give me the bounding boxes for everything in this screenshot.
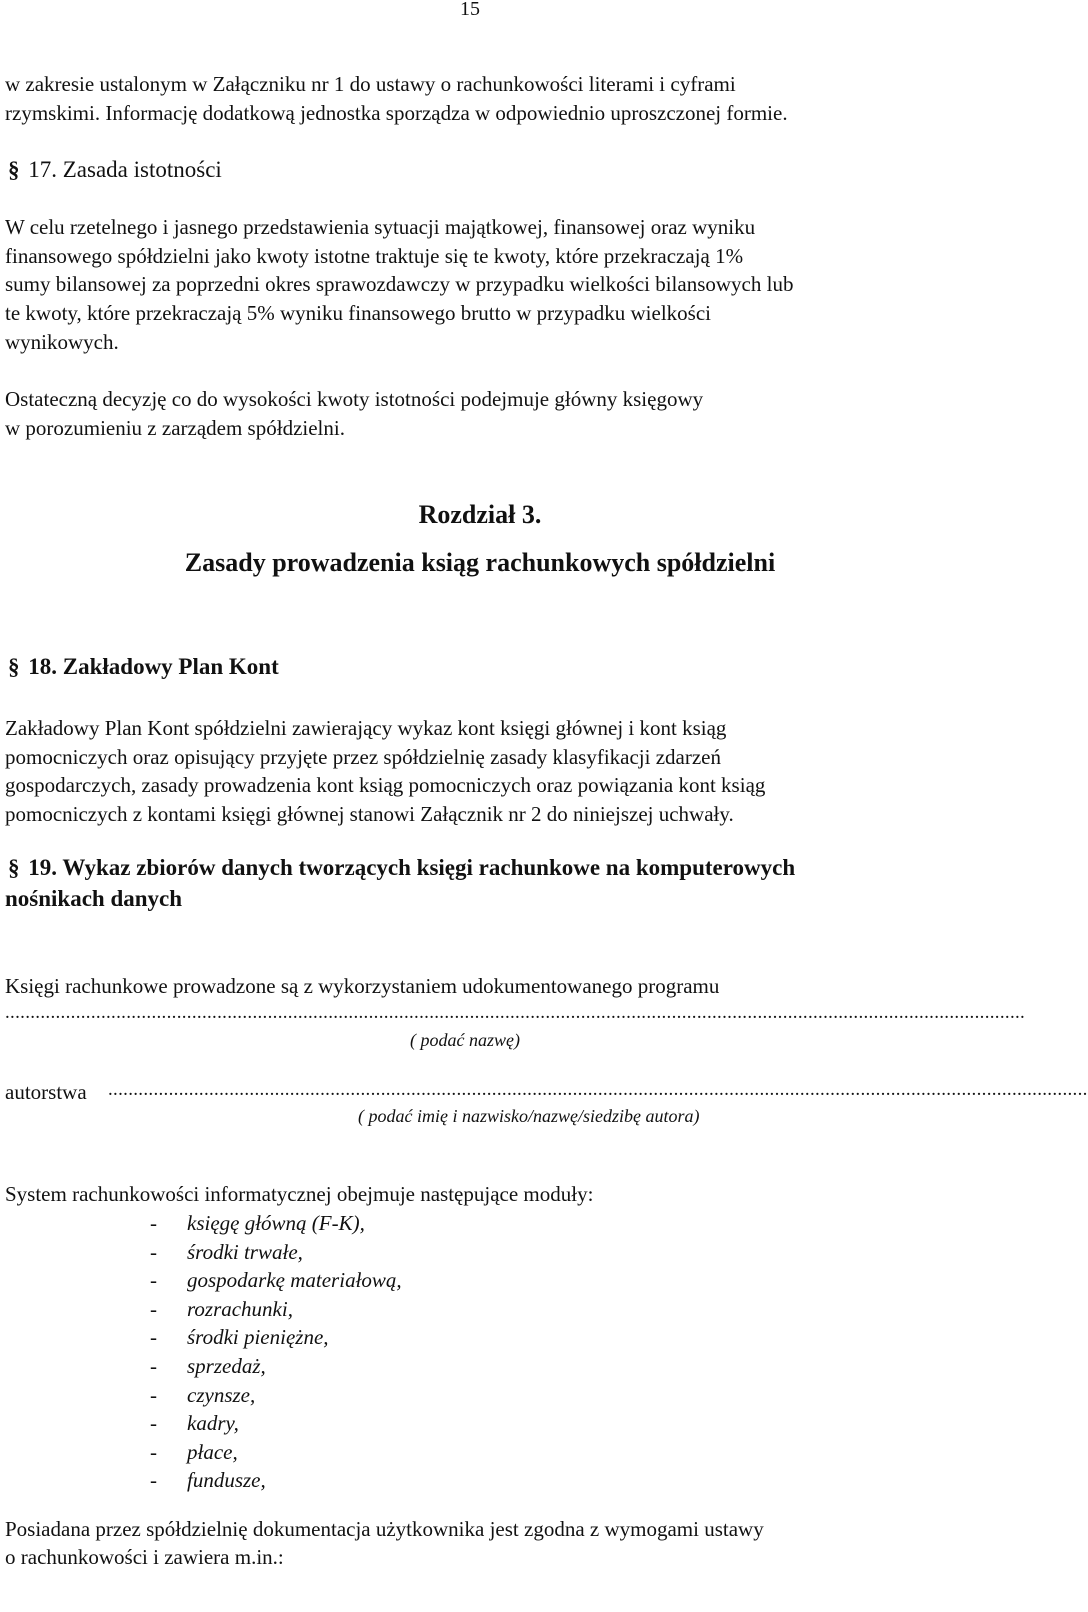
module-name: rozrachunki, <box>187 1296 293 1321</box>
document-page: 15 w zakresie ustalonym w Załączniku nr 1 do ustawy o rachunkowości literami i cyframi rzymskimi. Informację dodatkową jednostka sporządza w odpowiednio uproszczonej formie. § 17. Zasada istotności W celu rzetelnego i jasnego przedstawienia sytuacji majątkowej, finansowej oraz wyniku finansowego spółdzielni jako kwoty istotne traktuje się te kwoty, które przekraczają 1% sumy bilansowej za poprzedni okres sprawozdawczy w przypadku wielkości bilansowych lub te kwoty, które przekraczają 5% wyniku finansowego brutto w przypadku wielkości wynikowych. Ostateczną decyzję co do wysokości kwoty istotności podejmuje główny księgowy w porozumieniu z zarządem spółdzielni. Rozdział 3. Zasady prowadzenia ksiąg rachunkowych spółdzielni § 18. Zakładowy Plan Kont Zakładowy Plan Kont spółdzielni zawierający wykaz kont księgi głównej i kont ksiąg pomocniczych oraz opisujący przyjęte przez spółdzielnię zasady klasyfikacji zdarzeń gospodarczych, zasady prowadzenia kont ksiąg pomocniczych oraz powiązania kont ksiąg pomocniczych z kontami księgi głównej stanowi Załącznik nr 2 do niniejszej uchwały. § 19. Wykaz zbiorów danych tworzących księgi rachunkowe na komputerowych nośnikach danych Księgi rachunkowe prowadzone są z wykorzystaniem udokumentowanego programu .......................................................................................................................................................................................................... ( podać nazwę) autorstwa .................................................................................................................................................................................................. ( podać imię i nazwisko/nazwę/siedzibę autora) System rachunkowości informatycznej obejmuje następujące moduły: - księgę główną (F-K), - środki trwałe, - gospodarkę materiałową, - rozrachunki, - środki pieniężne, - sprzedaż, - czynsze, - kadry, - płace, - fundusze, Posiadana przez spółdzielnię dokumentacja użytkownika jest zgodna z wymogami ustawy o rachunkowości i zawiera m.in.: <box>0 0 960 1612</box>
chapter-title: Zasady prowadzenia ksiąg rachunkowych spółdzielni <box>184 548 776 577</box>
s18-para-line-4: pomocniczych z kontami księgi głównej stanowi Załącznik nr 2 do niniejszej uchwały. <box>5 802 734 826</box>
module-name: sprzedaż, <box>187 1353 266 1378</box>
intro-line-1: w zakresie ustalonym w Załączniku nr 1 do ustawy o rachunkowości literami i cyframi <box>5 72 736 96</box>
author-hint: ( podać imię i nazwisko/nazwę/siedzibę autora) <box>358 1106 700 1126</box>
s17-para2-line-1: Ostateczną decyzję co do wysokości kwoty istotności podejmuje główny księgowy <box>5 387 704 411</box>
program-name-dots: .......................................................................................................................................................................................................... <box>5 1002 1026 1023</box>
section-19-number: 19. <box>28 855 57 880</box>
module-name: środki trwałe, <box>187 1239 303 1264</box>
section-17-title: 17. Zasada istotności <box>28 157 222 182</box>
section-symbol: § <box>8 157 20 182</box>
page-number: 15 <box>460 0 480 20</box>
module-name: kadry, <box>187 1411 239 1436</box>
author-label: autorstwa <box>5 1080 87 1104</box>
s17-para1-line-3: sumy bilansowej za poprzedni okres sprawozdawczy w przypadku wielkości bilansowych lub <box>5 272 794 296</box>
closing-line-1: Posiadana przez spółdzielnię dokumentacja użytkownika jest zgodna z wymogami ustawy <box>5 1517 764 1541</box>
section-19-heading <box>8 855 795 881</box>
s17-para2-line-2: w porozumieniu z zarządem spółdzielni. <box>5 416 345 440</box>
modules-intro: System rachunkowości informatycznej obejmuje następujące moduły: <box>5 1182 594 1206</box>
section-18-heading <box>8 654 279 680</box>
section-19-title-line-2: nośnikach danych <box>5 886 183 911</box>
module-name: środki pieniężne, <box>187 1325 329 1350</box>
module-name: księgę główną (F-K), <box>187 1211 365 1235</box>
s17-para1-line-4: te kwoty, które przekraczają 5% wyniku finansowego brutto w przypadku wielkości <box>5 301 712 325</box>
s18-para-line-3: gospodarczych, zasady prowadzenia kont ksiąg pomocniczych oraz powiązania kont ksiąg <box>5 773 766 797</box>
module-name: czynsze, <box>187 1382 256 1407</box>
intro-line-2: rzymskimi. Informację dodatkową jednostka sporządza w odpowiednio uproszczonej formie. <box>5 101 788 125</box>
chapter-number: Rozdział 3. <box>418 500 542 529</box>
s17-para1-line-2: finansowego spółdzielni jako kwoty istotne traktuje się te kwoty, które przekraczają 1% <box>5 244 744 268</box>
s19-para1: Księgi rachunkowe prowadzone są z wykorzystaniem udokumentowanego programu <box>5 974 720 998</box>
s18-para-line-1: Zakładowy Plan Kont spółdzielni zawierający wykaz kont księgi głównej i kont ksiąg <box>5 716 727 740</box>
module-name: płace, <box>187 1439 238 1464</box>
author-dots: .................................................................................................................................................................................................. <box>108 1079 1088 1100</box>
section-19-title-line-1: Wykaz zbiorów danych tworzących księgi rachunkowe na komputerowych <box>62 855 796 880</box>
section-17-heading <box>8 157 222 183</box>
s18-para-line-2: pomocniczych oraz opisujący przyjęte przez spółdzielnię zasady klasyfikacji zdarzeń <box>5 745 721 769</box>
section-18-title: 18. Zakładowy Plan Kont <box>28 654 279 679</box>
module-name: fundusze, <box>187 1468 266 1493</box>
program-name-hint: ( podać nazwę) <box>410 1030 520 1050</box>
section-symbol: § <box>8 855 20 880</box>
s17-para1-line-1: W celu rzetelnego i jasnego przedstawienia sytuacji majątkowej, finansowej oraz wyniku <box>5 215 756 239</box>
module-name: gospodarkę materiałową, <box>187 1268 402 1293</box>
s17-para1-line-5: wynikowych. <box>5 330 119 354</box>
section-symbol: § <box>8 654 20 679</box>
closing-line-2: o rachunkowości i zawiera m.in.: <box>5 1545 284 1569</box>
